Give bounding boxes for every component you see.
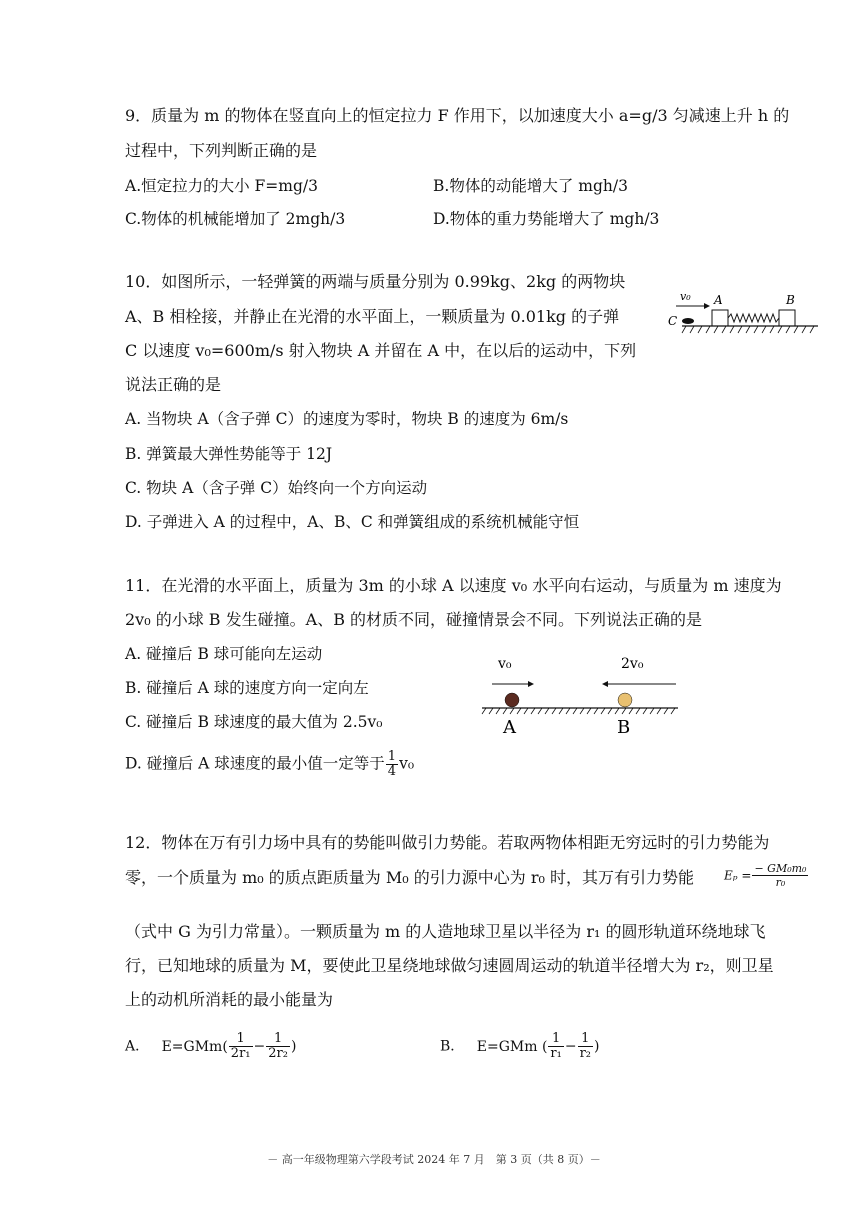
q12-option-b-label: B． — [440, 1038, 465, 1055]
q12-ep-fraction — [752, 862, 808, 889]
q10-fig-arrowhead — [704, 303, 710, 309]
q11-stem-line1: 11．在光滑的水平面上，质量为 3m 的小球 A 以速度 v₀ 水平向右运动，与质量为 m 速度为 — [125, 576, 782, 595]
q12-stem-line4: 行，已知地球的质量为 M，要使此卫星绕地球做匀速圆周运动的轨道半径增大为 r₂，则卫星 — [125, 956, 774, 975]
q12-option-b-frac1 — [548, 1032, 563, 1061]
q12-option-b-frac2-num: 1 — [578, 1032, 593, 1047]
q10-fig-label-c: C — [668, 314, 678, 328]
q11-option-d-text: D. 碰撞后 A 球速度的最小值一定等于 — [125, 754, 385, 773]
q10-spring-block-figure — [668, 288, 823, 340]
q10-option-a: A. 当物块 A（含子弹 C）的速度为零时，物块 B 的速度为 6m/s — [125, 410, 569, 428]
q12-option-a-frac1-num: 1 — [229, 1032, 253, 1047]
q11-option-b: B. 碰撞后 A 球的速度方向一定向左 — [125, 679, 369, 697]
q12-option-a-post: ) — [290, 1038, 297, 1055]
q10-fig-label-b: B — [786, 293, 795, 307]
q11-option-a: A. 碰撞后 B 球可能向左运动 — [125, 645, 323, 663]
q11-fig-vb-label: 2v₀ — [621, 656, 644, 672]
q12-option-a-frac2-num: 1 — [266, 1032, 290, 1047]
q12-stem-line2: 零，一个质量为 m₀ 的质点距质量为 M₀ 的引力源中心为 r₀ 时，其万有引力势能 — [125, 868, 694, 887]
q9-stem-line2: 过程中，下列判断正确的是 — [125, 141, 318, 160]
q12-stem-line3: （式中 G 为引力常量）。一颗质量为 m 的人造地球卫星以半径为 r₁ 的圆形轨道环绕地球飞 — [125, 922, 766, 941]
q10-option-c: C. 物块 A（含子弹 C）始终向一个方向运动 — [125, 479, 428, 497]
q11-fig-label-b: B — [617, 717, 631, 738]
q12-option-a-label: A． — [125, 1038, 150, 1055]
q11-option-d — [125, 750, 414, 779]
q11-collision-figure — [478, 650, 683, 740]
q12-option-a-frac2-den: 2r₂ — [268, 1046, 288, 1061]
q11-fig-ball-b — [618, 693, 632, 707]
q9-option-a: A.恒定拉力的大小 F=mg/3 — [125, 177, 318, 195]
q12-ep-lhs: Eₚ = — [724, 868, 752, 883]
q10-option-d: D. 子弹进入 A 的过程中，A、B、C 和弹簧组成的系统机械能守恒 — [125, 513, 580, 531]
q10-stem-line1: 10．如图所示，一轻弹簧的两端与质量分别为 0.99kg、2kg 的两物块 — [125, 272, 626, 291]
q12-option-a-frac1-den: 2r₁ — [230, 1046, 251, 1061]
q12-option-a-frac2 — [266, 1032, 290, 1061]
q12-option-b-post: ) — [594, 1038, 600, 1055]
q10-fig-spring — [728, 314, 779, 322]
q12-potential-energy-formula — [724, 862, 809, 889]
q9-option-b: B.物体的动能增大了 mgh/3 — [433, 177, 628, 195]
q10-fig-v0-label: v₀ — [680, 290, 691, 303]
q10-fig-label-a: A — [714, 293, 723, 307]
q9-option-d: D.物体的重力势能增大了 mgh/3 — [433, 210, 660, 228]
q9-option-c: C.物体的机械能增加了 2mgh/3 — [125, 210, 346, 228]
q12-stem-line1: 12．物体在万有引力场中具有的势能叫做引力势能。若取两物体相距无穷远时的引力势能为 — [125, 833, 770, 852]
q11-option-d-tail: v₀ — [399, 754, 415, 773]
q12-option-b-frac2-den: r₂ — [579, 1046, 592, 1061]
q12-option-b — [440, 1032, 599, 1061]
q12-option-b-frac1-den: r₁ — [550, 1046, 562, 1061]
q10-option-b: B. 弹簧最大弹性势能等于 12J — [125, 445, 333, 463]
q11-stem-line2: 2v₀ 的小球 B 发生碰撞。A、B 的材质不同，碰撞情景会不同。下列说法正确的是 — [125, 610, 703, 629]
q11-option-d-frac-den: 4 — [387, 764, 397, 779]
q12-ep-den: r₀ — [775, 876, 786, 889]
q11-fig-ball-a — [505, 693, 519, 707]
q11-fig-hatching — [482, 708, 675, 714]
q10-stem-line2: A、B 相栓接，并静止在光滑的水平面上，一颗质量为 0.01kg 的子弹 — [125, 307, 620, 326]
q12-ep-num: − GM₀m₀ — [754, 862, 807, 875]
q12-option-a — [125, 1032, 296, 1061]
page-footer: － 高一年级物理第六学段考试 2024 年 7 月 第 3 页（共 8 页）－ — [267, 1153, 601, 1166]
q11-option-c: C. 碰撞后 B 球速度的最大值为 2.5v₀ — [125, 713, 383, 731]
q12-option-b-pre: E=GMm ( — [476, 1038, 548, 1055]
q12-option-b-frac2 — [578, 1032, 593, 1061]
q10-stem-line4: 说法正确的是 — [125, 375, 222, 394]
q10-fig-block-b — [779, 310, 795, 326]
q12-option-b-minus: − — [564, 1038, 577, 1055]
q11-option-d-fraction — [386, 750, 398, 779]
q11-option-d-frac-num: 1 — [387, 749, 397, 764]
q11-fig-arrowhead-a — [528, 681, 534, 687]
q10-fig-bullet — [682, 318, 694, 324]
q10-fig-block-a — [712, 310, 728, 326]
q11-fig-va-label: v₀ — [498, 656, 512, 672]
q10-fig-hatching — [682, 326, 814, 333]
q12-option-b-frac1-num: 1 — [548, 1032, 563, 1047]
q10-stem-line3: C 以速度 v₀=600m/s 射入物块 A 并留在 A 中，在以后的运动中，下列 — [125, 341, 637, 360]
q12-option-a-frac1 — [229, 1032, 253, 1061]
q11-fig-label-a: A — [503, 717, 516, 738]
q12-option-a-pre: E=GMm( — [161, 1038, 228, 1055]
q12-stem-line5: 上的动机所消耗的最小能量为 — [125, 990, 334, 1009]
q11-fig-arrowhead-b — [602, 681, 608, 687]
q9-stem-line1: 9．质量为 m 的物体在竖直向上的恒定拉力 F 作用下，以加速度大小 a=g/3 匀减速上升 h 的 — [125, 106, 790, 125]
q12-option-a-minus: − — [253, 1038, 266, 1055]
